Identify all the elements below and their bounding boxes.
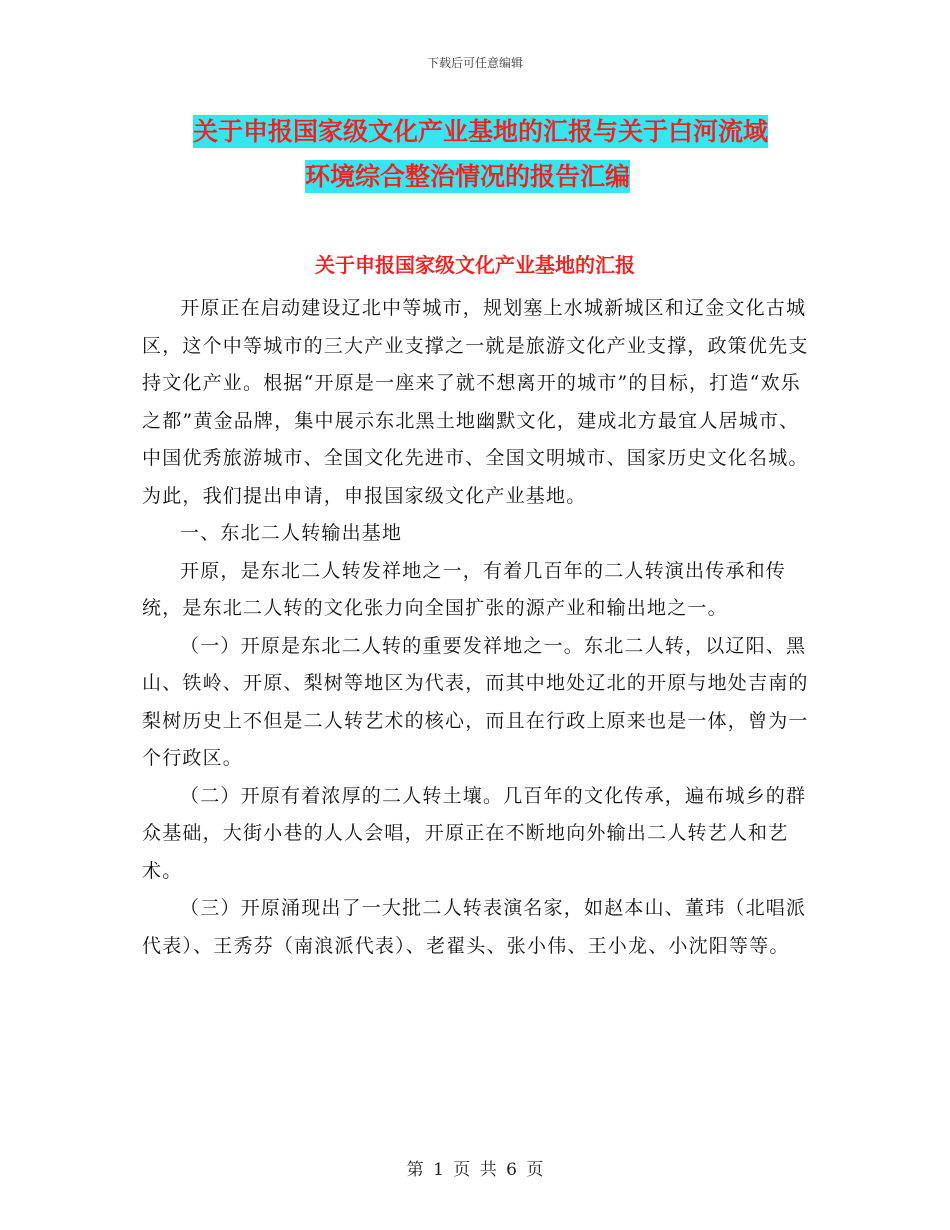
header-note: 下载后可任意编辑: [426, 56, 523, 70]
paragraph: （三）开原涌现出了一大批二人转表演名家，如赵本山、董玮（北唱派代表）、王秀芬（南浪派代表）、老翟头、张小伟、王小龙、小沈阳等等。: [142, 897, 807, 957]
paragraph: （二）开原有着浓厚的二人转土壤。几百年的文化传承，遍布城乡的群众基础，大街小巷的人人会唱，开原正在不断地向外输出二人转艺人和艺术。: [142, 784, 807, 882]
heading-paragraph: 一、东北二人转输出基地: [180, 522, 403, 544]
document-body: [142, 290, 810, 965]
document-title-line-1: 关于申报国家级文化产业基地的汇报与关于白河流域: [193, 117, 769, 146]
section-title: 关于申报国家级文化产业基地的汇报: [315, 253, 635, 277]
paragraph: 开原，是东北二人转发祥地之一，有着几百年的二人转演出传承和传统，是东北二人转的文化张力向全国扩张的源产业和输出地之一。: [142, 559, 787, 619]
document-title-line-2: 环境综合整治情况的报告汇编: [305, 162, 631, 191]
paragraph: 开原正在启动建设辽北中等城市，规划塞上水城新城区和辽金文化古城区，这个中等城市的三大产业支撑之一就是旅游文化产业支撑，政策优先支持文化产业。根据“开原是一座来了就不想离开的城市”的目标，打造“欢乐之都”黄金品牌，集中展示东北黑土地幽默文化，建成北方最宜人居城市、中国优秀旅游城市、全国文化先进市、全国文明城市、国家历史文化名城。为此，我们提出申请，申报国家级文化产业基地。: [142, 297, 809, 507]
page-footer: 第 1 页 共 6 页: [406, 1160, 544, 1180]
paragraph: （一）开原是东北二人转的重要发祥地之一。东北二人转，以辽阳、黑山、铁岭、开原、梨树等地区为代表，而其中地处辽北的开原与地处吉南的梨树历史上不但是二人转艺术的核心，而且在行政上原来也是一体，曾为一个行政区。: [142, 634, 809, 769]
